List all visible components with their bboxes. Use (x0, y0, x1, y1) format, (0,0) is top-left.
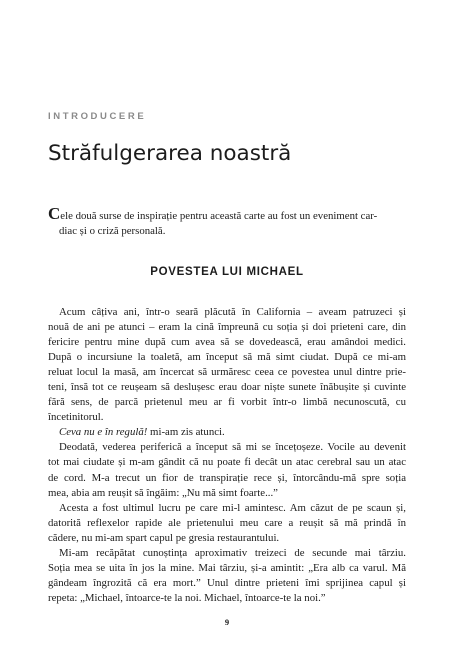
text-line: Acum câțiva ani, într-o seară plăcută în California – aveam patruzeci și (59, 306, 406, 318)
text-line: gândeam îngrozită că era mort.” Unul dintre prieteni îmi sprijinea capul și (48, 576, 406, 589)
drop-cap: C (48, 204, 61, 223)
page-number: 9 (224, 617, 230, 627)
text-line: Deodată, vederea periferică a început să mi se încețoșeze. Vocile au devenit (59, 441, 406, 454)
intro-line-1-text: ele două surse de inspirație pentru această carte au fost un eveniment car- (60, 210, 378, 222)
text-line: teni, însă tot ce reușeam să deslușesc erau doar niște sunete înăbușite și cuvinte (48, 381, 406, 394)
italic-phrase: Ceva nu e în regulă! (59, 426, 148, 439)
section-label: INTRODUCERE (48, 111, 147, 122)
text-span: mi-am zis atunci. (147, 426, 225, 439)
text-line: fericire pentru mine după cum avea să se dovedească, erau amândoi medici. (48, 336, 406, 349)
text-line: de cord. M-a trecut un fior de transpirație rece și, întorcându-mă spre soția (48, 471, 406, 484)
text-line: fără sens, de parcă prietenul meu ar fi vorbit într-o limbă necunoscută, cu (48, 396, 406, 409)
text-line: Soția mea se uita în jos la mine. Mai târziu, și-a amintit: „Era alb ca varul. Mă (48, 561, 406, 574)
intro-paragraph (48, 204, 408, 239)
text-line: mea, abia am reușit să îngăim: „Nu mă simt foarte...” (48, 486, 278, 499)
chapter-title: Străfulgerarea noastră (48, 141, 292, 166)
body-text (48, 305, 406, 606)
text-line: datorită reflexelor rapide ale prietenului meu care a reușit să mă prindă în (48, 516, 406, 529)
text-line (48, 425, 406, 440)
section-heading: POVESTEA LUI MICHAEL (150, 266, 304, 278)
text-line: Acesta a fost ultimul lucru pe care mi-l amintesc. Am căzut de pe scaun și, (59, 501, 406, 514)
text-line: tot mai ciudate și m-am gândit că nu poate fi decât un atac cerebral sau un atac (48, 456, 406, 469)
intro-line-2: diac și o criză personală. (59, 225, 166, 237)
intro-line-1 (48, 204, 408, 224)
text-line: reluat locul la masă, am încercat să urmăresc ceea ce povestea unul dintre prie- (48, 366, 406, 379)
text-line: Mi-am recăpătat cunoștința aproximativ treizeci de secunde mai târziu. (59, 546, 406, 559)
text-line: cădere, nu mi-am spart capul pe gresia restaurantului. (48, 531, 280, 544)
text-line: nouă de ani pe atunci – eram la cină împreună cu soția și doi prieteni care, din (48, 321, 406, 334)
text-line: repeta: „Michael, întoarce-te la noi. Michael, întoarce-te la noi.” (48, 591, 326, 604)
text-line: După o incursiune la toaletă, am început să mă simt ciudat. După ce mi-am (48, 351, 406, 364)
text-line: încetinitorul. (48, 411, 104, 424)
